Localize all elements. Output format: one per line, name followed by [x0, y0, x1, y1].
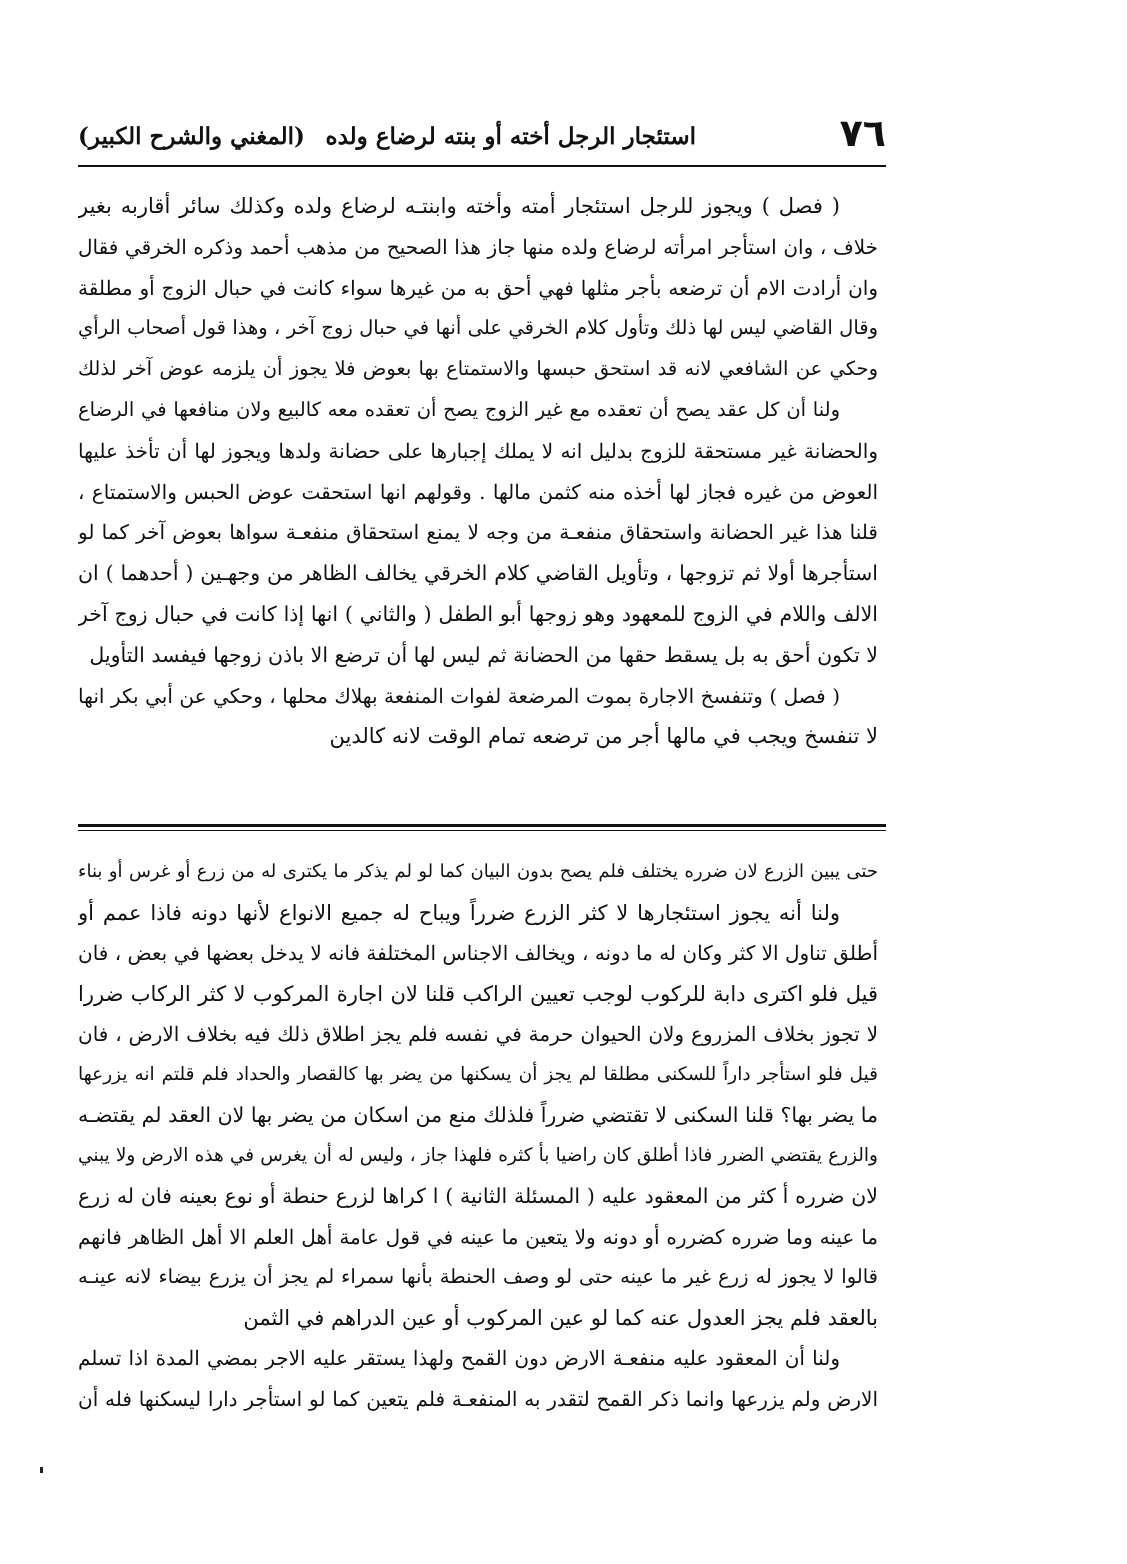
text-line: قالوا لا يجوز له زرع غير ما عينه حتى لو وصف الحنطة بأنها سمراء لم يجز أن يزرع بيضاء لانه عينـه [78, 1265, 878, 1288]
text-line: والزرع يقتضي الضرر فاذا أطلق كان راضيا بأ كثره فلهذا جاز ، وليس له أن يغرس في هذه الارض ولا يبني [78, 1144, 878, 1166]
text-line: الالف واللام في الزوج للمعهود وهو زوجها أبو الطفل ( والثاني ) انها إذا كانت في حبال زوج آخر [78, 601, 878, 626]
text-line: لا تنفسخ ويجب في مالها أجر من ترضعه تمام الوقت لانه كالدين [329, 724, 878, 749]
text-line: لان ضرره أ كثر من المعقود عليه ( المسئلة الثانية ) ا كراها لزرع حنطة أو نوع بعينه فان له زرع [78, 1184, 878, 1208]
text-line: بالعقد فلم يجز العدول عنه كما لو عين المركوب أو عين الدراهم في الثمن [243, 1305, 878, 1330]
text-line: أطلق تناول الا كثر وكان له ما دونه ، ويخالف الاجناس المختلفة فانه لا يدخل بعضها في بعض ، فان [78, 941, 878, 965]
text-line: ( فصل ) وتنفسخ الاجارة بموت المرضعة لفوات المنفعة بهلاك محلها ، وحكي عن أبي بكر انها [78, 683, 840, 708]
section-divider-thick [78, 824, 886, 827]
text-line: العوض من غيره فجاز لها أخذه منه كثمن مالها . وقولهم انها استحقت عوض الحبس والاستمتاع ، [78, 479, 878, 504]
text-line: قيل فلو استأجر داراً للسكنى مطلقا لم يجز أن يسكنها من يضر بها كالقصار والحداد فلم قلتم انه يزرعها [78, 1063, 878, 1085]
text-line: قلنا هذا غير الحضانة واستحقاق منفعـة من وجه لا يمنع استحقاق منفعـة سواها بعوض آخر كما لو [78, 520, 878, 545]
text-line: لا تجوز بخلاف المزروع ولان الحيوان حرمة في نفسه فلم يجز اطلاق ذلك فيه بخلاف الارض ، فان [78, 1022, 878, 1046]
header-rule [78, 165, 886, 167]
page-number: ٧٦ [839, 111, 886, 155]
upper-text-block [78, 186, 878, 757]
text-line: حتى يبين الزرع لان ضرره يختلف فلم يصح بدون البيان كما لو لم يذكر ما يكترى له من زرع أو غرس أو بناء [78, 861, 878, 882]
text-line: ما عينه وما ضرره كضرره أو دونه ولا يتعين ما عينه في قول عامة أهل العلم الا أهل الظاهر فانهم [78, 1224, 878, 1249]
text-line: ( فصل ) ويجوز للرجل استئجار أمته وأخته وابنتـه لرضاع ولده وكذلك سائر أقاربه بغير [78, 194, 840, 218]
text-line: لا تكون أحق به بل يسقط حقها من الحضانة ثم ليس لها أن ترضع الا باذن زوجها فيفسد التأويل [89, 642, 878, 667]
section-title: استئجار الرجل أخته أو بنته لرضاع ولده [325, 123, 696, 150]
text-line: وان أرادت الام أن ترضعه بأجر مثلها فهي أحق به من غيرها سواء كانت في حبال الزوج أو مطلقة [78, 275, 878, 300]
text-line: استأجرها أولا ثم تزوجها ، وتأويل القاضي كلام الخرقي يخالف الظاهر من وجهـين ( أحدهما ) ان [78, 561, 878, 586]
margin-speck [40, 1467, 43, 1473]
text-line: ولنا أن المعقود عليه منفعـة الارض دون القمح ولهذا يستقر عليه الاجر بمضي المدة اذا تسلم [78, 1346, 840, 1370]
text-line: خلاف ، وان استأجر امرأته لرضاع ولده منها جاز هذا الصحيح من مذهب أحمد وذكره الخرقي فقال [78, 234, 878, 259]
text-line: والحضانة غير مستحقة للزوج بدليل انه لا يملك إجبارها على حضانة ولدها ويجوز لها أن تأخذ عليها [78, 438, 878, 463]
text-line: ما يضر بها؟ قلنا السكنى لا تقتضي ضرراً فلذلك منع من اسكان من يضر بها لان العقد لم يقتضـه [78, 1103, 878, 1127]
page-header [78, 110, 886, 166]
text-line: ولنا أن كل عقد يصح أن تعقده مع غير الزوج يصح أن تعقده معه كالبيع ولان منافعها في الرضاع [78, 397, 840, 421]
text-line: وحكي عن الشافعي لانه قد استحق حبسها والاستمتاع بها بعوض فلا يجوز أن يلزمه عوض آخر لذلك [78, 357, 878, 381]
text-line: ولنا أنه يجوز استئجارها لا كثر الزرع ضرراً ويباح له جميع الانواع لأنها دونه فاذا عمم أو [78, 900, 840, 925]
section-divider-thin [78, 830, 886, 831]
text-line: وقال القاضي ليس لها ذلك وتأول كلام الخرقي على أنها في حبال زوج آخر ، وهذا قول أصحاب الرأي [78, 316, 878, 340]
text-line: الارض ولم يزرعها وانما ذكر القمح لتقدر به المنفعـة فلم يتعين كما لو استأجر دارا ليسكنها فله أن [78, 1386, 878, 1411]
text-line: قيل فلو اكترى دابة للركوب لوجب تعيين الراكب قلنا لان اجارة المركوب لا كثر الركاب ضررا [78, 981, 878, 1006]
lower-text-block [78, 852, 878, 1419]
book-title: (المغني والشرح الكبير) [78, 123, 305, 150]
